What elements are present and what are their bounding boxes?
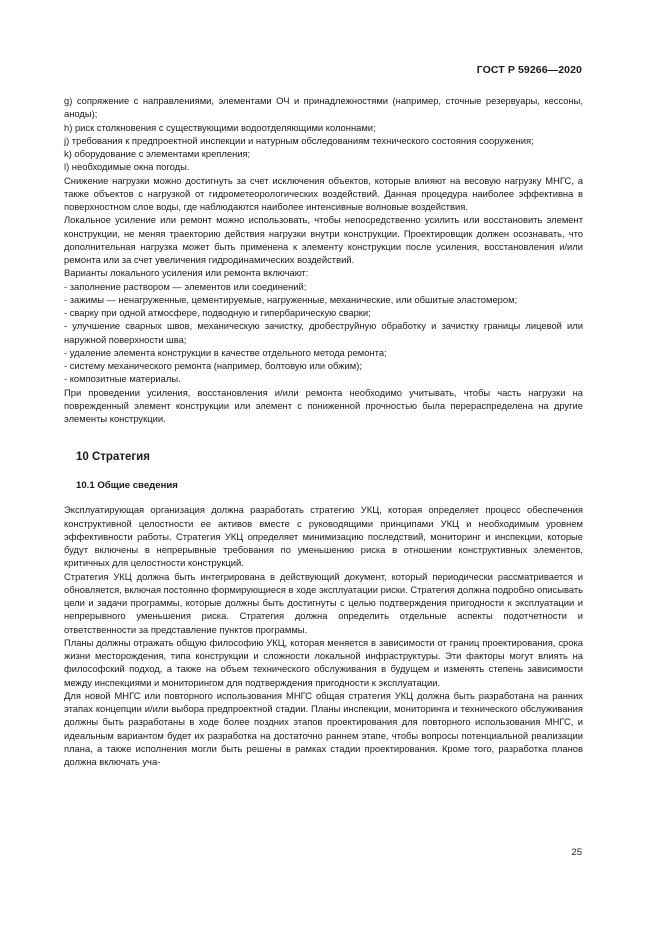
dash-list-item: - композитные материалы.	[64, 373, 181, 385]
list-item	[64, 121, 583, 134]
list-item-text: h) риск столкновения с существующими водоотделяющими колоннами;	[64, 121, 376, 133]
paragraph: Снижение нагрузки можно достигнуть за счет исключения объектов, которые влияют на весовую нагрузку МНГС, а также объектов с нагрузкой от гидрометеорологических воздействий. Данная процедура наиболее эффективна в поверхностном слое воды, где наблюдаются наиболее интенсивные волновые воздействия.	[64, 174, 583, 212]
list-item-text: j) требования к предпроектной инспекции и натурным обследованиям технического состояния сооружения;	[64, 134, 534, 146]
dash-list-item: - сварку при одной атмосфере, подводную и гипербарическую сварки;	[64, 307, 371, 318]
paragraph: Локальное усиление или ремонт можно использовать, чтобы непосредственно усилить или восстановить элемент конструкции, не меняя траекторию действия нагрузки внутри конструкции. Проектировщик должен осознавать, что дополнительная нагрузка может быть применена к элементу конструкции после усиления, восстановления и/или ремонта или за счет увеличения гидродинамических воздействий.	[64, 214, 583, 265]
subsection-heading: 10.1 Общие сведения	[76, 480, 178, 492]
list-item-text: k) оборудование с элементами крепления;	[64, 148, 251, 159]
paragraph: При проведении усиления, восстановления и/или ремонта необходимо учитывать, чтобы часть нагрузки на поврежденный элемент конструкции или элемент с пониженной прочностью была перераспределена на другие элементы конструкции.	[64, 386, 583, 424]
paragraph: Стратегия УКЦ должна быть интегрирована в действующий документ, который периодически рассматривается и обновляется, включая постоянно формирующиеся в ходе эксплуатации риски. Стратегия должна подробно описывать цели и задачи программы, которые должны быть достигнуты с целью подтверждения пригодности к эксплуатации и непрерывного уменьшения риска. Стратегия должна определить отдельные аспекты подотчетности и ответственности за представление пунктов программы.	[64, 570, 583, 635]
list-item	[64, 160, 583, 173]
dash-list-item: - удаление элемента конструкции в качестве отдельного метода ремонта;	[64, 346, 387, 358]
body-text	[64, 94, 583, 768]
dash-list-item: - улучшение сварных швов, механическую зачистку, дробеструйную обработку и зачистку границы лицевой или наружной поверхности шва;	[64, 320, 583, 345]
dash-list-item: - систему механического ремонта (например, болтовую или обжим);	[64, 360, 362, 371]
list-item	[64, 147, 583, 160]
dash-list-item: - заполнение раствором — элементов или соединений;	[64, 280, 307, 292]
dash-list-item: - зажимы — ненагруженные, цементируемые, нагруженные, механические, или обшитые эластомером;	[64, 293, 518, 305]
paragraph: Для новой МНГС или повторного использования МНГС общая стратегия УКЦ должна быть разработана на ранних этапах концепции и/или выбора предпроектной стадии. Планы инспекции, мониторинга и технического обслуживания должны быть разработаны в ходе более поздних этапов проектирования для повторного использования МНГС, и идеальным вариантом будет их разработка на достаточно раннем этапе, чтобы вопросы потенциальной реализации плана, а также исполнения могли быть решены в рамках стадии проектирования. Кроме того, разработка планов должна включать уча-	[64, 689, 583, 767]
paragraph: Варианты локального усиления или ремонта включают:	[64, 267, 309, 279]
list-item	[64, 134, 583, 147]
list-item-text: l) необходимые окна погоды.	[64, 161, 190, 173]
page-number: 25	[571, 847, 582, 858]
paragraph: Эксплуатирующая организация должна разработать стратегию УКЦ, которая определяет процесс обеспечения конструктивной целостности ее активов вместе с руководящими принципами УКЦ и необходимым уровнем эффективности работы. Стратегия УКЦ определяет минимизацию последствий, мониторинг и инспекции, которые будут включены в непрерывные требования по уменьшению риска в отношении конструктивных элементов, критичных для целостности конструкций.	[64, 504, 583, 569]
section-heading: 10 Стратегия	[76, 451, 150, 464]
document-id-header: ГОСТ Р 59266—2020	[476, 64, 582, 76]
list-item	[64, 94, 583, 121]
list-item-text: g) сопряжение с направлениями, элементами ОЧ и принадлежностями (например, сточные резервуары, кессоны, аноды);	[64, 95, 583, 120]
paragraph: Планы должны отражать общую философию УКЦ, которая меняется в зависимости от границ проектирования, срока жизни месторождения, типа конструкции и сложности локальной инфраструктуры. Эти факторы могут влиять на философский подход, а также на объем технического обслуживания в будущем и изменять степень зависимости между инспекциями и мониторингом для подтверждения пригодности к эксплуатации.	[64, 636, 583, 688]
